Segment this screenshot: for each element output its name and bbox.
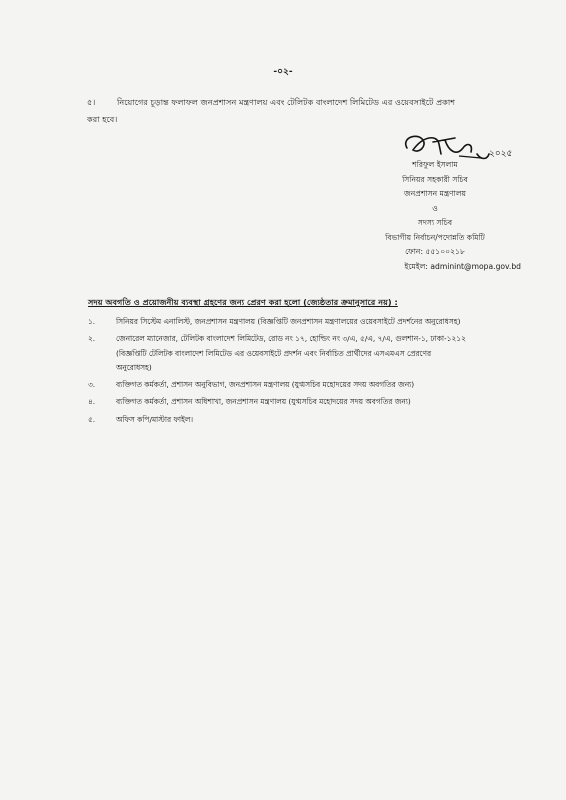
- cc-item-number: ৫.: [88, 414, 96, 424]
- cc-item-text: সিনিয়র সিস্টেম এনালিস্ট, জনপ্রশাসন মন্ত্রণালয় (বিজ্ঞপ্তিটি জনপ্রশাসন মন্ত্রণালয়ের ওয়েবসাইটে প্রদর্শনের অনুরোধসহ): [116, 317, 461, 326]
- paragraph-line-2: করা হবে।: [87, 114, 118, 124]
- signatory-name: শরিফুল ইসলাম: [412, 160, 458, 169]
- paragraph-number: ৫।: [87, 97, 96, 107]
- paragraph-5: [87, 94, 512, 128]
- cc-item-number: ৩.: [88, 380, 96, 390]
- cc-item-number: ১.: [88, 317, 96, 326]
- cc-item-number: ৪.: [88, 397, 96, 407]
- signatory-phone: ফোন: ৫৫১০০২১৮: [405, 247, 465, 256]
- signatory-email: ইমেইল: adminint@mopa.gov.bd: [404, 261, 521, 271]
- cc-item-text: অনুরোধসহ): [116, 362, 152, 372]
- signatory-designation: সিনিয়র সহকারী সচিব: [402, 174, 468, 184]
- cc-item-text: ব্যক্তিগত কর্মকর্তা, প্রশাসন অধিশাখা, জনপ্রশাসন মন্ত্রণালয় (যুগ্মসচিব মহোদয়ের সদয় অবগতির জন্য): [116, 397, 411, 407]
- cc-item-text: ব্যক্তিগত কর্মকর্তা, প্রশাসন অনুবিভাগ, জনপ্রশাসন মন্ত্রণালয় (যুগ্মসচিব মহোদয়ের সদয় অবগতির জন্য): [116, 380, 415, 390]
- paragraph-line-1: নিয়োগের চূড়ান্ত ফলাফল জনপ্রশাসন মন্ত্রণালয় এবং টেলিটক বাংলাদেশ লিমিটেড এর ওয়েবসাইটে প্রকাশ: [117, 97, 456, 107]
- cc-item: [88, 332, 518, 375]
- signature-date: ২০২৫: [489, 149, 513, 159]
- page-number: -০২-: [273, 67, 293, 77]
- cc-item-text: জেনারেল ম্যানেজার, টেলিটক বাংলাদেশ লিমিটেড, রোড নং ১৭, হোল্ডিং নং ৩/এ, ৫/এ, ৭/এ, গুলশান-১, ঢাকা-১২১২: [116, 334, 466, 344]
- cc-list: [88, 315, 518, 430]
- cc-heading: সদয় অবগতি ও প্রয়োজনীয় ব্যবস্থা গ্রহণের জন্য প্রেরণ করা হলো (জ্যেষ্ঠতার ক্রমানুসারে নয়) :: [88, 297, 398, 307]
- cc-item-text: অফিস কপি/মাস্টার ফাইল।: [116, 414, 193, 424]
- cc-item-text: (বিজ্ঞপ্তিটি টেলিটক বাংলাদেশ লিমিটেড এর ওয়েবসাইটে প্রদর্শন এবং নির্বাচিত প্রার্থীদের এসএমএস প্রেরণের: [116, 348, 432, 358]
- signature-block: [335, 158, 535, 274]
- signatory-committee: বিভাগীয় নির্বাচন/পদোন্নতি কমিটি: [385, 232, 485, 242]
- cc-item: [88, 378, 518, 392]
- signatory-conjunction: ও: [432, 203, 438, 213]
- cc-item: [88, 413, 518, 427]
- signatory-role: সদস্য সচিব: [417, 218, 453, 227]
- cc-item: [88, 395, 518, 409]
- cc-item: [88, 315, 518, 329]
- cc-item-number: ২.: [88, 334, 96, 344]
- signatory-ministry: জনপ্রশাসন মন্ত্রণালয়: [403, 189, 467, 198]
